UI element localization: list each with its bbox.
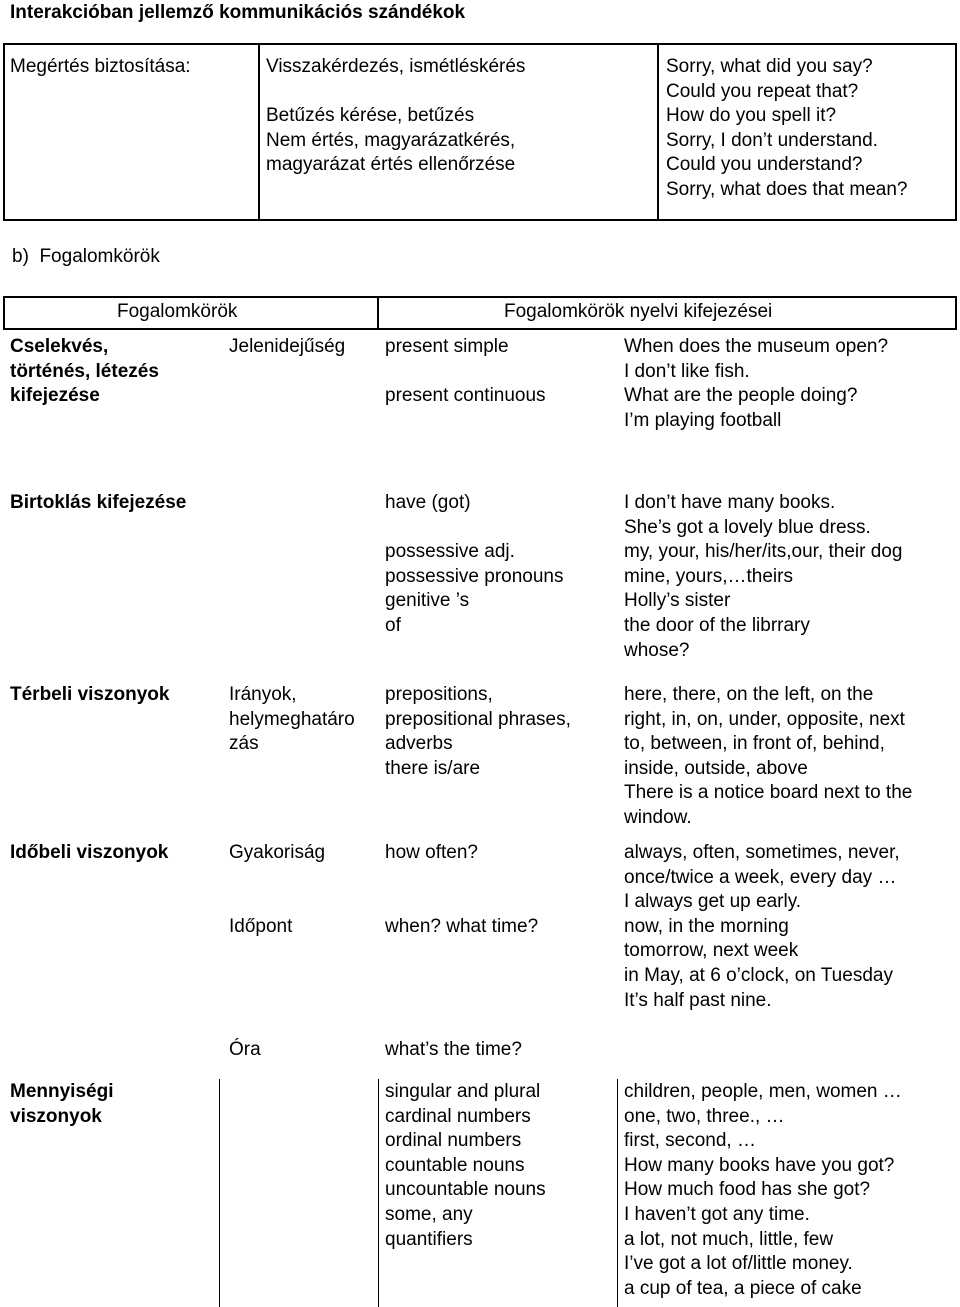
table-b-header-mid	[377, 296, 379, 330]
table-b-header-right	[955, 296, 957, 330]
column-line-sub	[219, 1079, 220, 1307]
table-b-header-divider	[3, 328, 957, 330]
row-category: Cselekvés, történés, létezés kifejezése	[10, 336, 159, 407]
table-a-top-border	[3, 43, 957, 45]
table-a-left-border	[3, 43, 5, 221]
row-examples: children, people, men, women … one, two, three., … first, second, … How many books have you got? How much food has she got? I haven’t got any time. a lot, not much, little, few I’ve got a lot of/little money. a cup of tea, a piece of cake	[624, 1081, 902, 1299]
row-category: Időbeli viszonyok	[10, 842, 169, 863]
table-a-bottom-border	[3, 219, 957, 221]
section-b-title: b) Fogalomkörök	[12, 246, 160, 267]
column-line-examples	[617, 1079, 618, 1307]
row-category: Mennyiségi viszonyok	[10, 1081, 114, 1127]
row-examples: I don’t have many books. She’s got a lovely blue dress. my, your, his/her/its,our, their dog mine, yours,…theirs Holly’s sister the door of the librrary whose?	[624, 492, 903, 661]
row-examples: always, often, sometimes, never, once/twice a week, every day … I always get up early. now, in the morning tomorrow, next week in May, at 6 o’clock, on Tuesday It’s half past nine.	[624, 842, 900, 1011]
column-line-forms	[378, 1079, 379, 1307]
row-function-2: Betűzés kérése, betűzés Nem értés, magyarázatkérés, magyarázat értés ellenőrzése	[266, 105, 516, 176]
table-b-header-left	[3, 296, 5, 330]
section-a-title: Interakcióban jellemző kommunikációs szándékok	[10, 2, 466, 23]
row-category: Birtoklás kifejezése	[10, 492, 187, 513]
row-category: Térbeli viszonyok	[10, 684, 170, 705]
row-sub: Gyakoriság Időpont Óra	[229, 842, 326, 1060]
table-a-divider-2	[657, 43, 659, 221]
row-forms: singular and plural cardinal numbers ordinal numbers countable nouns uncountable nouns some, any quantifiers	[385, 1081, 546, 1250]
header-right: Fogalomkörök nyelvi kifejezései	[504, 301, 773, 322]
row-forms: prepositions, prepositional phrases, adverbs there is/are	[385, 684, 571, 779]
row-examples: Sorry, what did you say? Could you repeat that? How do you spell it? Sorry, I don’t understand. Could you understand? Sorry, what does that mean?	[666, 56, 908, 200]
row-examples: here, there, on the left, on the right, in, on, under, opposite, next to, between, in front of, behind, inside, outside, above There is a notice board next to the window.	[624, 684, 913, 828]
table-a-divider-1	[258, 43, 260, 221]
row-forms: how often? when? what time? what’s the time?	[385, 842, 539, 1060]
row-sub: Jelenidejűség	[229, 336, 346, 357]
header-left: Fogalomkörök	[117, 301, 238, 322]
table-b-top-border	[3, 296, 957, 298]
row-forms: have (got) possessive adj. possessive pronouns genitive ’s of	[385, 492, 564, 636]
row-examples: When does the museum open? I don’t like fish. What are the people doing? I’m playing football	[624, 336, 889, 431]
row-label: Megértés biztosítása:	[10, 56, 191, 77]
row-sub: Irányok, helymeghatáro zás	[229, 684, 355, 755]
row-forms: present simple present continuous	[385, 336, 546, 407]
row-function-1: Visszakérdezés, ismétléskérés	[266, 56, 526, 77]
table-a-right-border	[955, 43, 957, 221]
